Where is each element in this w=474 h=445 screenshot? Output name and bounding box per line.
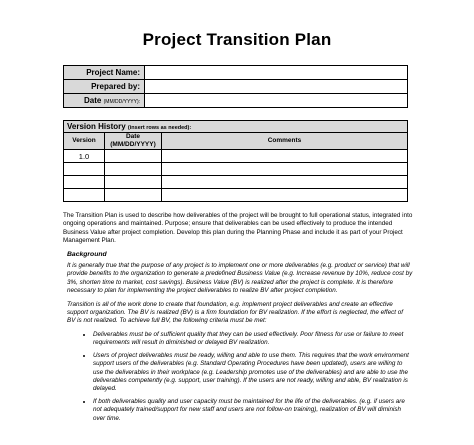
prepared-by-field[interactable] — [145, 80, 408, 94]
intro-paragraph: The Transition Plan is used to describe how deliverables of the project will be brought to full operational status, integrated into ongoing operations and maintained. Purpose; ensure that deliverables can be used effectively to produce the intended Business Value after project completion. Develop this plan during the Planning Phase and include it as part of your Project Management Plan. — [63, 212, 413, 245]
comments-cell[interactable] — [162, 189, 408, 202]
comments-cell[interactable] — [162, 163, 408, 176]
version-cell[interactable] — [64, 176, 105, 189]
date-format-hint: (MM/DD/YYYY): — [103, 99, 140, 105]
background-heading: Background — [67, 250, 107, 258]
background-paragraph: It is generally true that the purpose of any project is to implement one or more deliverables (e.g. product or service) that will provide benefits to the organization to generate a predefined Business Value (e.g. Increase revenue by 10%, reduce cost by 3%, shorten time to market, cost savings). Business Value (BV) is realized after the project is complete. It is therefore necessary to plan for implementing the project deliverables to realize BV after project completion. — [67, 262, 413, 295]
table-header-row — [64, 133, 408, 150]
list-item: • Deliverables must be of sufficient quality that they can be used effectively. Poor fitness for use or failure to meet requirements will result in diminished or delayed BV realization. — [93, 331, 413, 348]
page-title: Project Transition Plan — [142, 30, 332, 49]
document-body — [63, 212, 413, 427]
column-header-date-text: Date (MM/DD/YYYY) — [110, 133, 156, 148]
version-cell[interactable]: 1.0 — [64, 150, 105, 163]
table-row — [64, 121, 408, 133]
date-field[interactable] — [145, 94, 408, 108]
table-row — [64, 176, 408, 189]
list-item: • Users of project deliverables must be ready, willing and able to use them. This requires that the work environment support users of the deliverables (e.g. Standard Operating Procedures have been updated), users are willing to use the deliverables in their workplace (e.g. Leadership promotes use of the deliverables) and are able to use the deliverables competently (e.g. support, user training). If the users are not ready, willing and able, BV realization is delayed. — [93, 352, 413, 394]
list-item: • If both deliverables quality and user capacity must be maintained for the life of the deliverables. (e.g. if users are not adequately trained/support for new staff and users are not follow-on training), realization of BV will diminish over time. — [93, 398, 413, 423]
comments-cell[interactable] — [162, 176, 408, 189]
version-history-table — [63, 120, 408, 202]
project-info-table — [63, 65, 408, 108]
version-history-title: Version History — [67, 122, 126, 131]
version-cell[interactable] — [64, 163, 105, 176]
project-name-label: Project Name: — [64, 66, 145, 80]
date-label — [64, 94, 145, 108]
version-history-note: (insert rows as needed): — [127, 125, 192, 131]
table-row — [64, 66, 408, 80]
date-cell[interactable] — [105, 176, 162, 189]
prepared-by-label: Prepared by: — [64, 80, 145, 94]
column-header-comments: Comments — [162, 133, 408, 150]
version-cell[interactable] — [64, 189, 105, 202]
table-row — [64, 80, 408, 94]
table-row — [64, 189, 408, 202]
table-row — [64, 94, 408, 108]
date-cell[interactable] — [105, 150, 162, 163]
date-cell[interactable] — [105, 189, 162, 202]
criteria-list — [63, 331, 413, 423]
version-history-header — [64, 121, 408, 133]
date-cell[interactable] — [105, 163, 162, 176]
column-header-date — [105, 133, 162, 150]
table-row — [64, 150, 408, 163]
table-row — [64, 163, 408, 176]
comments-cell[interactable] — [162, 150, 408, 163]
date-label-text: Date — [84, 96, 102, 105]
project-name-field[interactable] — [145, 66, 408, 80]
column-header-version: Version — [64, 133, 105, 150]
background-paragraph: Transition is all of the work done to create that foundation, e.g. implement project deliverables and create an effective support organization. The BV is realized (BV) is a firm foundation for BV realization. If the effort is neglected, the effect of BV is not realized. To achieve full BV, the following criteria must be met: — [67, 300, 404, 325]
